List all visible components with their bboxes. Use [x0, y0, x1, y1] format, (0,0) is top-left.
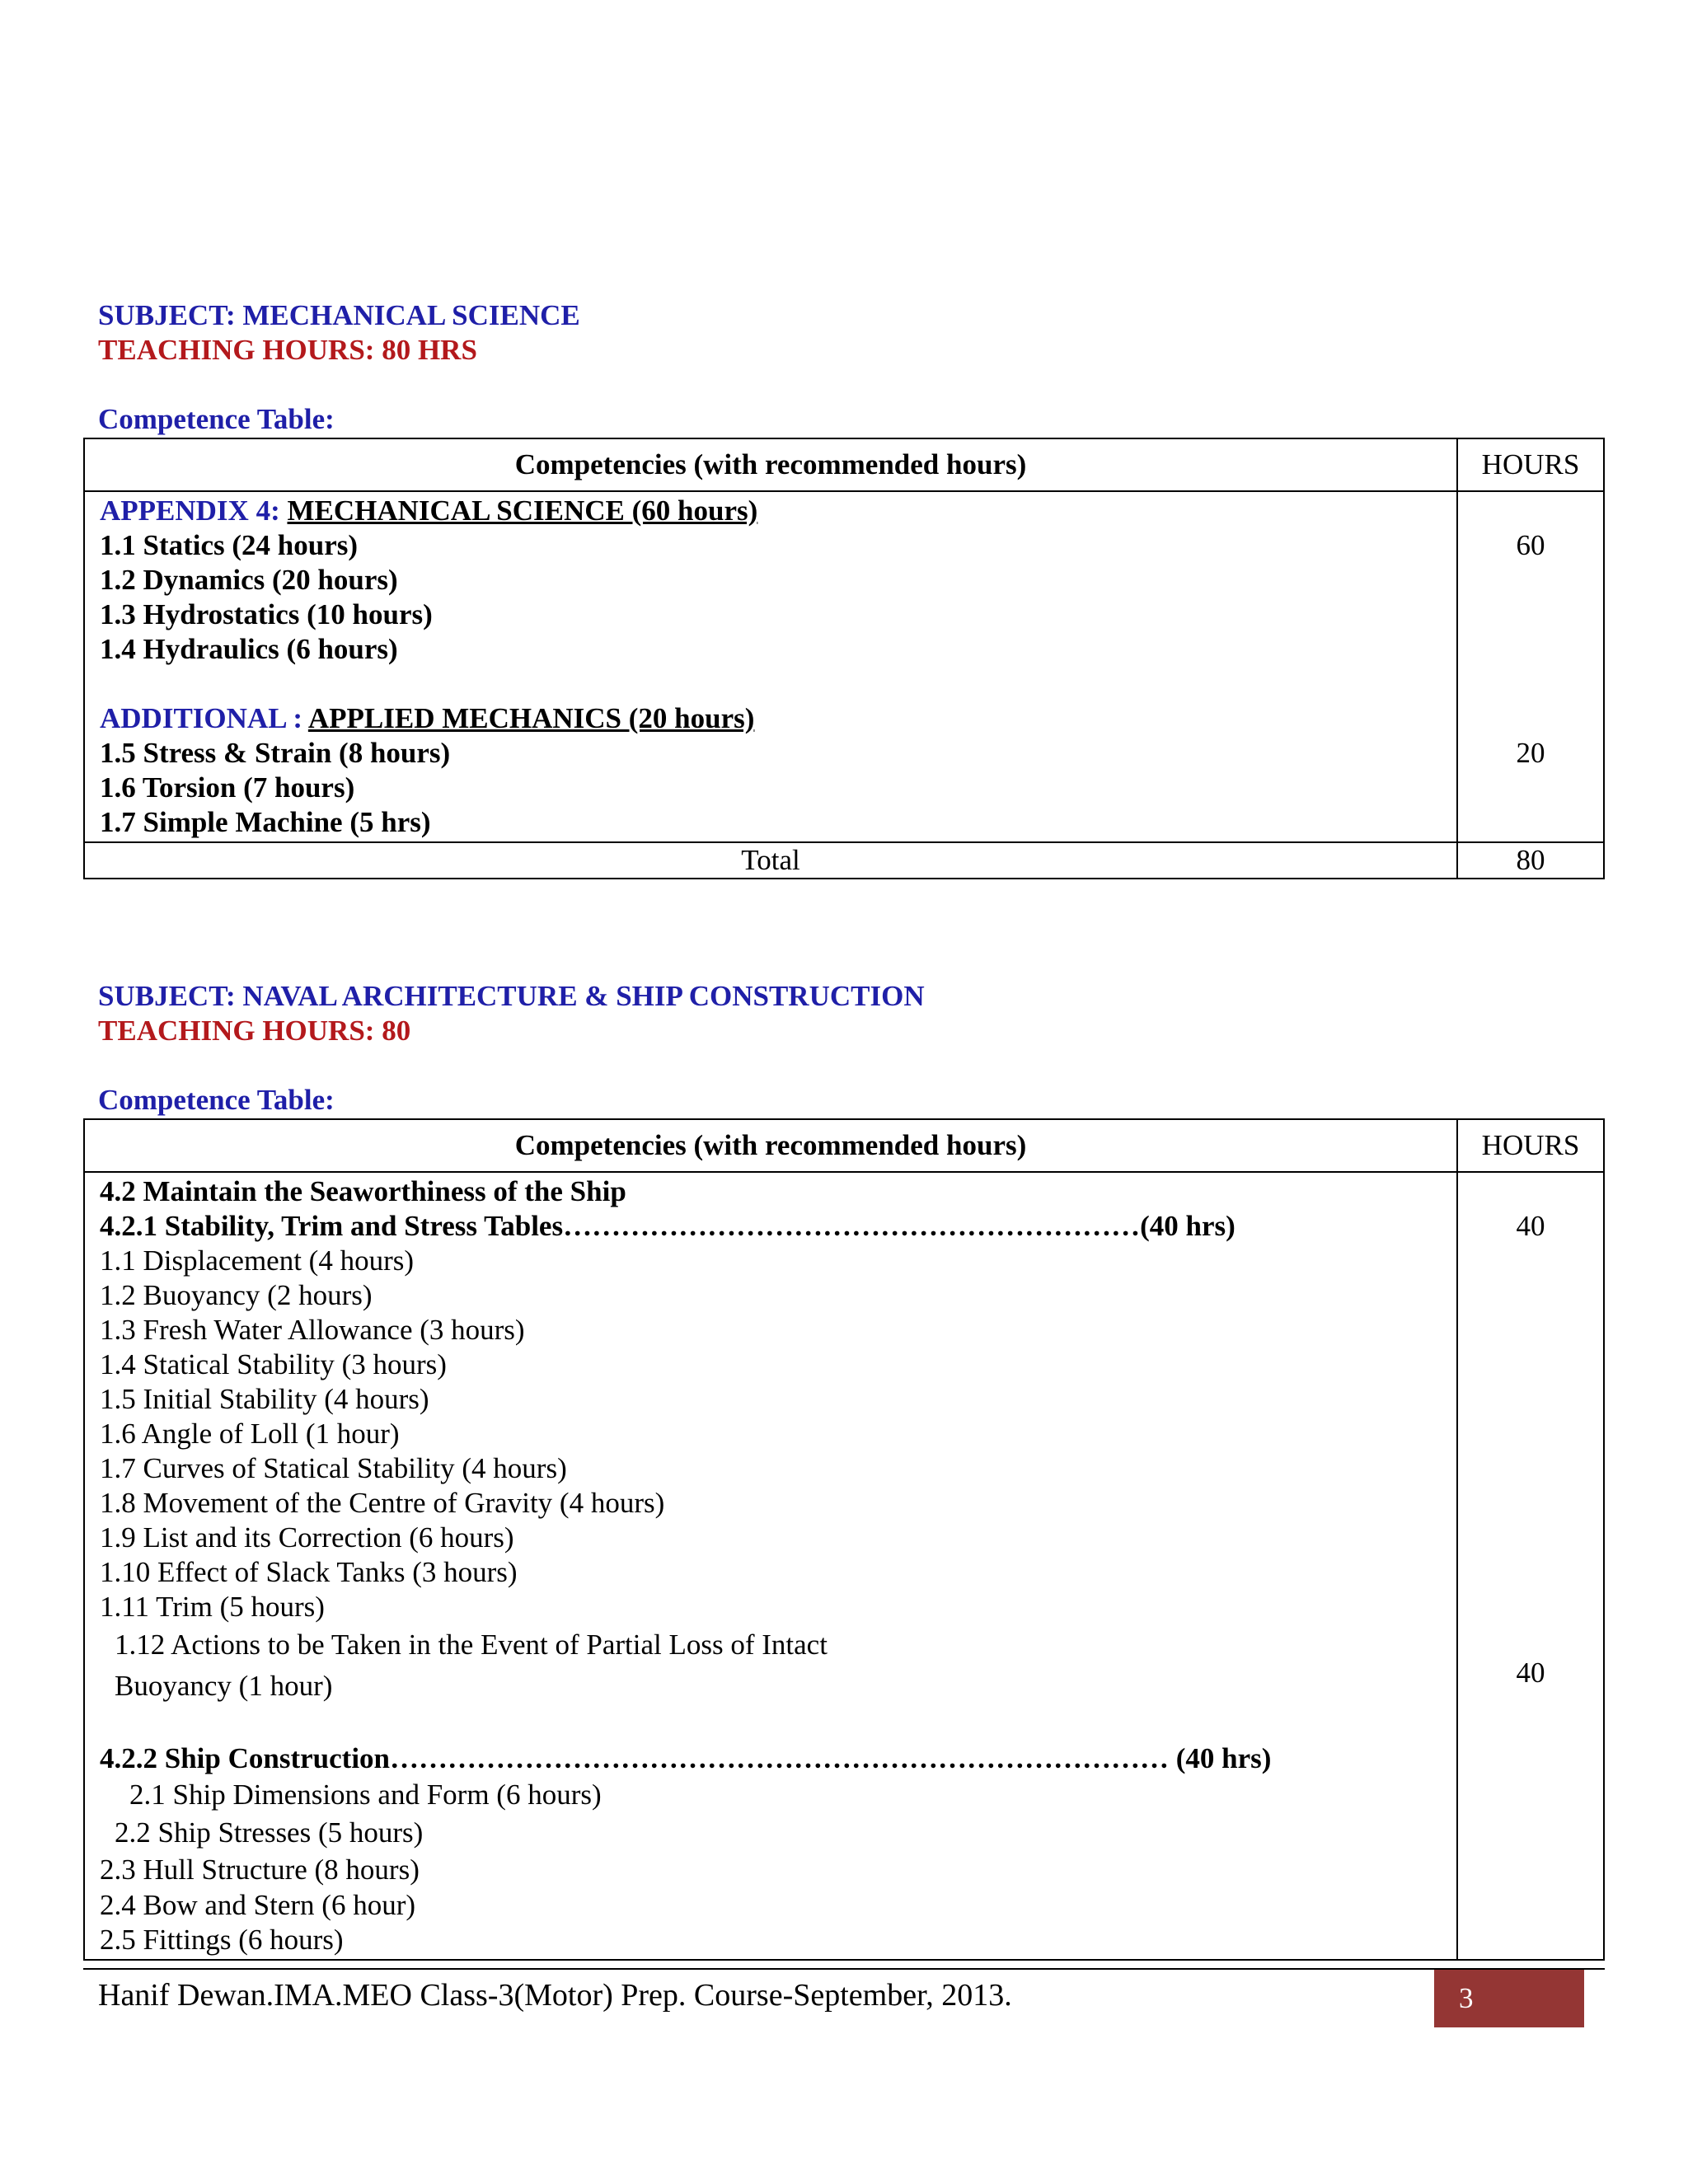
- hours-cell: [1457, 1172, 1604, 1960]
- list-item: 1.6 Torsion (7 hours): [100, 771, 355, 804]
- list-item: 1.3 Hydrostatics (10 hours): [100, 598, 433, 630]
- list-item: 1.12 Actions to be Taken in the Event of Partial Loss of Intact: [115, 1629, 828, 1661]
- hours-cell: [1457, 491, 1604, 842]
- subsection-construction: 4.2.2 Ship Construction……………………………………………………………………… (40 hrs): [100, 1742, 1272, 1774]
- section-heading: 4.2 Maintain the Seaworthiness of the Ship: [100, 1175, 626, 1207]
- list-item: 1.5 Initial Stability (4 hours): [100, 1383, 429, 1415]
- hours-value-40-stability: 40: [1516, 1210, 1545, 1242]
- col-header-competencies: Competencies (with recommended hours): [84, 438, 1457, 491]
- appendix-title: MECHANICAL SCIENCE (60 hours): [287, 494, 758, 527]
- list-item: 1.1 Displacement (4 hours): [100, 1244, 415, 1277]
- total-label: Total: [84, 842, 1457, 879]
- list-item: 1.10 Effect of Slack Tanks (3 hours): [100, 1556, 518, 1588]
- competencies-cell: [84, 491, 1457, 842]
- total-value: 80: [1457, 842, 1604, 879]
- competence-label-1: Competence Table:: [98, 403, 335, 435]
- list-item: 1.5 Stress & Strain (8 hours): [100, 737, 451, 769]
- competence-label-2: Competence Table:: [98, 1084, 335, 1116]
- col-header-competencies: Competencies (with recommended hours): [84, 1119, 1457, 1172]
- list-item: 2.1 Ship Dimensions and Form (6 hours): [129, 1779, 602, 1811]
- list-item: 1.1 Statics (24 hours): [100, 529, 359, 561]
- appendix-prefix: APPENDIX 4:: [100, 494, 280, 527]
- list-item: 1.7 Curves of Statical Stability (4 hours): [100, 1452, 567, 1484]
- list-item: 1.2 Buoyancy (2 hours): [100, 1279, 373, 1311]
- list-item: 1.8 Movement of the Centre of Gravity (4 hours): [100, 1487, 665, 1519]
- list-item-continued: Buoyancy (1 hour): [115, 1670, 333, 1702]
- subsection-stability: 4.2.1 Stability, Trim and Stress Tables……………………………………………………(40 hrs): [100, 1210, 1236, 1242]
- list-item: 1.2 Dynamics (20 hours): [100, 564, 398, 596]
- list-item: 1.7 Simple Machine (5 hrs): [100, 806, 431, 838]
- additional-prefix: ADDITIONAL :: [100, 702, 303, 734]
- list-item: 1.9 List and its Correction (6 hours): [100, 1521, 514, 1554]
- list-item: 1.4 Hydraulics (6 hours): [100, 633, 398, 665]
- subject-title-mechanical: SUBJECT: MECHANICAL SCIENCE: [98, 299, 580, 331]
- subject-title-naval: SUBJECT: NAVAL ARCHITECTURE & SHIP CONSTRUCTION: [98, 980, 925, 1012]
- list-item: 1.11 Trim (5 hours): [100, 1591, 325, 1623]
- additional-title: APPLIED MECHANICS (20 hours): [307, 702, 755, 734]
- hours-value-40-construction: 40: [1516, 1657, 1545, 1689]
- list-item: 1.3 Fresh Water Allowance (3 hours): [100, 1314, 525, 1346]
- col-header-hours: HOURS: [1457, 1119, 1604, 1172]
- list-item: 2.3 Hull Structure (8 hours): [100, 1854, 420, 1886]
- competence-table-naval: [83, 1118, 1605, 1961]
- list-item: 2.4 Bow and Stern (6 hour): [100, 1889, 416, 1921]
- col-header-hours: HOURS: [1457, 438, 1604, 491]
- footer-divider: [83, 1968, 1605, 1970]
- list-item: 1.4 Statical Stability (3 hours): [100, 1348, 447, 1380]
- hours-value-20: 20: [1516, 737, 1545, 769]
- teaching-hours-mechanical: TEACHING HOURS: 80 HRS: [98, 334, 477, 366]
- list-item: 2.2 Ship Stresses (5 hours): [115, 1816, 424, 1849]
- competence-table-mechanical: [83, 438, 1605, 879]
- list-item: 2.5 Fittings (6 hours): [100, 1924, 344, 1956]
- competencies-cell: [84, 1172, 1457, 1960]
- hours-value-60: 60: [1516, 529, 1545, 561]
- footer-text: Hanif Dewan.IMA.MEO Class-3(Motor) Prep. Course-September, 2013.: [98, 1978, 1012, 2013]
- teaching-hours-naval: TEACHING HOURS: 80: [98, 1015, 411, 1047]
- page-number: 3: [1434, 1970, 1584, 2027]
- list-item: 1.6 Angle of Loll (1 hour): [100, 1418, 400, 1450]
